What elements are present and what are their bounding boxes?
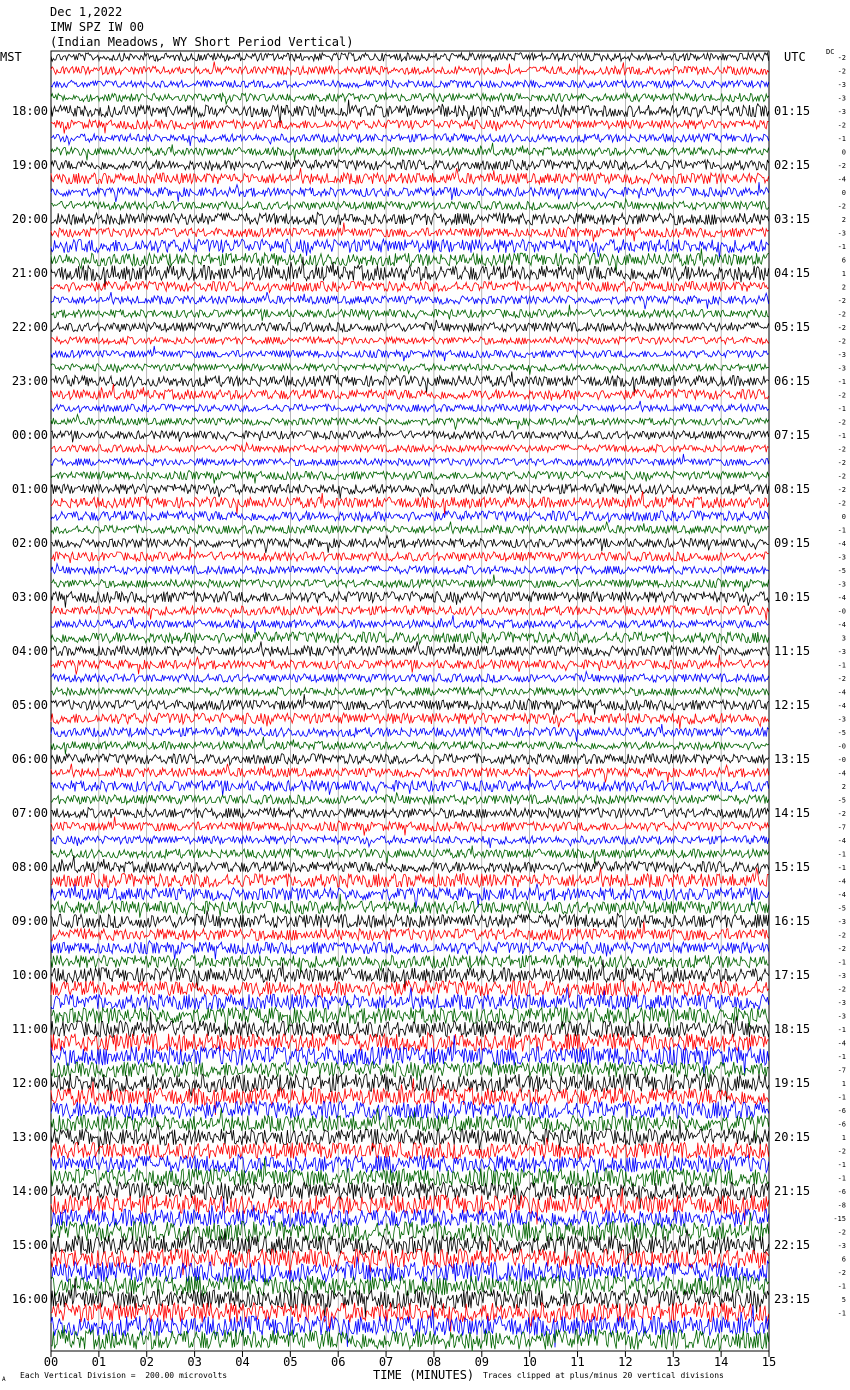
left-hour-label: 16:00 [11, 1292, 48, 1306]
trace-26 [51, 401, 769, 413]
trace-9 [51, 168, 769, 184]
dc-offset-label: -2 [837, 324, 846, 332]
dc-offset-header: DC [826, 48, 835, 56]
right-hour-label: 06:15 [774, 374, 811, 388]
x-tick-label: 00 [43, 1355, 59, 1369]
trace-22 [51, 346, 769, 361]
trace-67 [51, 955, 769, 974]
trace-4 [51, 100, 769, 123]
x-tick-label: 11 [570, 1355, 585, 1369]
dc-offset-label: -1 [837, 1174, 846, 1183]
dc-offset-label: -2 [837, 1147, 846, 1156]
x-tick-label: 14 [713, 1355, 729, 1369]
x-tick-label: 03 [187, 1355, 202, 1369]
trace-5 [51, 120, 769, 134]
dc-offset-label: -3 [837, 108, 846, 116]
trace-90 [51, 1257, 769, 1282]
dc-offset-label: -1 [837, 1309, 846, 1318]
x-tick-label: 05 [283, 1355, 298, 1369]
trace-21 [51, 336, 769, 344]
dc-offset-label: -4 [837, 594, 846, 602]
left-hour-label: 02:00 [11, 536, 48, 550]
left-hour-label: 23:00 [11, 374, 48, 388]
dc-offset-label: -1 [837, 1053, 846, 1061]
trace-19 [51, 305, 769, 321]
right-timezone-label: UTC [784, 50, 806, 64]
trace-54 [51, 774, 769, 795]
clip-note: Traces clipped at plus/minus 20 vertical divisions [483, 1371, 724, 1380]
axis-layer [44, 1351, 776, 1369]
left-hour-label: 03:00 [11, 590, 48, 604]
trace-61 [51, 868, 769, 888]
dc-offset-label: -7 [837, 823, 846, 832]
dc-offset-label: -3 [837, 1012, 846, 1021]
dc-offset-label: -3 [837, 715, 846, 724]
dc-offset-label: -2 [837, 810, 846, 818]
dc-offset-label: -5 [837, 729, 846, 737]
dc-offset-label: 1 [841, 270, 846, 278]
dc-offset-label: -7 [837, 1066, 846, 1075]
dc-offset-label: -4 [837, 175, 846, 184]
trace-58 [51, 836, 769, 848]
trace-76 [51, 1074, 769, 1102]
dc-offset-label: -2 [837, 67, 846, 76]
trace-57 [51, 817, 769, 836]
dc-offset-label: 1 [841, 1134, 846, 1142]
trace-53 [51, 764, 769, 783]
x-tick-label: 04 [235, 1355, 250, 1369]
dc-offset-label: -2 [837, 472, 846, 481]
trace-50 [51, 724, 769, 742]
right-hour-label: 11:15 [774, 644, 811, 658]
dc-offset-label: -3 [837, 351, 846, 359]
trace-12 [51, 213, 769, 226]
left-hour-label: 07:00 [11, 806, 48, 820]
dc-offset-label: -1 [837, 378, 846, 386]
trace-6 [51, 134, 769, 146]
right-hour-label: 22:15 [774, 1238, 811, 1252]
x-tick-label: 15 [761, 1355, 777, 1369]
dc-offset-label: -3 [837, 81, 846, 89]
dc-offset-label: -1 [837, 661, 846, 670]
trace-20 [51, 320, 769, 332]
dc-offset-label: -1 [837, 1026, 846, 1034]
x-tick-label: 09 [474, 1355, 490, 1369]
x-tick-label: 08 [426, 1355, 442, 1369]
trace-59 [51, 846, 769, 864]
trace-layer [51, 53, 769, 1352]
dc-offset-label: -3 [837, 999, 846, 1007]
trace-74 [51, 1035, 769, 1074]
left-hour-label: 18:00 [11, 104, 48, 118]
trace-0 [51, 53, 769, 61]
dc-offset-label: -2 [837, 1228, 846, 1237]
dc-offset-label: 1 [841, 1080, 846, 1088]
right-hour-label: 14:15 [774, 806, 811, 820]
trace-34 [51, 511, 769, 522]
dc-offset-label: -2 [837, 931, 846, 940]
trace-63 [51, 894, 769, 918]
dc-offset-label: -2 [837, 297, 846, 305]
trace-38 [51, 564, 769, 575]
trace-68 [51, 960, 769, 991]
left-hour-label: 22:00 [11, 320, 48, 334]
corner-mark: A [2, 1376, 6, 1383]
trace-82 [51, 1155, 769, 1173]
right-hour-label: 16:15 [774, 914, 811, 928]
trace-66 [51, 941, 769, 960]
trace-43 [51, 632, 769, 644]
dc-offset-label: -4 [837, 891, 846, 899]
right-hour-label: 05:15 [774, 320, 811, 334]
dc-offset-label: -1 [837, 850, 846, 859]
dc-offset-label: -4 [837, 621, 846, 629]
dc-offset-label: -3 [837, 972, 846, 980]
dc-offset-label: 6 [841, 256, 846, 265]
left-hour-label: 20:00 [11, 212, 48, 226]
dc-offset-label: -3 [837, 364, 846, 373]
dc-offset-label: -3 [837, 648, 846, 656]
trace-71 [51, 1002, 769, 1033]
trace-88 [51, 1227, 769, 1266]
dc-offset-label: 2 [841, 783, 846, 791]
dc-offset-label: 2 [841, 283, 846, 292]
trace-91 [51, 1276, 769, 1296]
dc-offset-label: -2 [837, 499, 846, 508]
trace-17 [51, 281, 769, 292]
x-tick-label: 12 [618, 1355, 633, 1369]
left-hour-label: 11:00 [11, 1022, 48, 1036]
right-hour-label: 19:15 [774, 1076, 811, 1090]
trace-31 [51, 470, 769, 483]
trace-11 [51, 199, 769, 210]
left-hour-label: 05:00 [11, 698, 48, 712]
dc-offset-label: -8 [837, 1201, 846, 1210]
dc-offset-label: -1 [837, 1282, 846, 1291]
right-hour-label: 08:15 [774, 482, 811, 496]
trace-78 [51, 1101, 769, 1120]
chart-station: IMW SPZ IW 00 [50, 20, 144, 34]
dc-offset-label: -6 [837, 1120, 846, 1129]
trace-41 [51, 606, 769, 620]
trace-23 [51, 364, 769, 375]
x-tick-label: 02 [139, 1355, 154, 1369]
left-hour-label: 15:00 [11, 1238, 48, 1252]
dc-offset-label: -1 [837, 526, 846, 535]
dc-offset-label: -3 [837, 918, 846, 926]
trace-44 [51, 641, 769, 656]
dc-offset-label: -3 [837, 94, 846, 103]
dc-offset-label: -2 [837, 418, 846, 427]
dc-offset-label: -4 [837, 769, 846, 778]
dc-offset-label: 0 [841, 148, 846, 157]
right-hour-label: 01:15 [774, 104, 811, 118]
dc-offset-label: -4 [837, 688, 846, 697]
left-hour-label: 09:00 [11, 914, 48, 928]
trace-46 [51, 672, 769, 683]
left-hour-label: 08:00 [11, 860, 48, 874]
dc-offset-label: -2 [837, 1269, 846, 1277]
right-hour-label: 21:15 [774, 1184, 811, 1198]
right-hour-label: 09:15 [774, 536, 811, 550]
right-hour-label: 15:15 [774, 860, 811, 874]
dc-offset-label: -1 [837, 1093, 846, 1102]
dc-offset-label: -1 [837, 864, 846, 872]
right-hour-label: 10:15 [774, 590, 811, 604]
dc-offset-label: -6 [837, 1107, 846, 1115]
x-tick-label: 01 [91, 1355, 107, 1369]
trace-27 [51, 415, 769, 430]
dc-offset-label: -2 [837, 459, 846, 467]
right-hour-label: 03:15 [774, 212, 811, 226]
dc-offset-label: -2 [837, 985, 846, 994]
trace-47 [51, 687, 769, 696]
dc-offset-label: -2 [837, 310, 846, 319]
dc-offset-label: -0 [837, 756, 846, 764]
dc-offset-label: -3 [837, 229, 846, 238]
dc-offset-label: -1 [837, 958, 846, 967]
x-tick-label: 06 [330, 1355, 346, 1369]
dc-offset-label: -2 [837, 162, 846, 170]
left-hour-label: 06:00 [11, 752, 48, 766]
trace-52 [51, 754, 769, 765]
dc-offset-label: -1 [837, 243, 846, 251]
trace-45 [51, 655, 769, 675]
trace-3 [51, 92, 769, 104]
dc-offset-label: -1 [837, 432, 846, 440]
dc-offset-label: -15 [833, 1215, 846, 1223]
trace-36 [51, 536, 769, 553]
trace-30 [51, 454, 769, 466]
left-hour-label: 04:00 [11, 644, 48, 658]
dc-offset-label: -2 [837, 54, 846, 62]
dc-offset-label: -4 [837, 702, 846, 710]
right-hour-label: 17:15 [774, 968, 811, 982]
trace-29 [51, 443, 769, 452]
dc-offset-label: 6 [841, 1255, 846, 1264]
dc-offset-label: -2 [837, 337, 846, 346]
x-tick-label: 13 [666, 1355, 681, 1369]
chart-location: (Indian Meadows, WY Short Period Vertical) [50, 35, 354, 49]
dc-offset-label: -4 [837, 837, 846, 845]
dc-offset-label: -5 [837, 796, 846, 805]
scale-note: Each Vertical Division = 200.00 microvolts [20, 1371, 228, 1380]
dc-offset-label: -2 [837, 945, 846, 953]
left-hour-label: 01:00 [11, 482, 48, 496]
right-hour-label: 18:15 [774, 1022, 811, 1036]
dc-offset-label: -5 [837, 904, 846, 913]
dc-offset-label: -1 [837, 405, 846, 413]
left-hour-label: 21:00 [11, 266, 48, 280]
left-hour-label: 19:00 [11, 158, 48, 172]
trace-37 [51, 547, 769, 563]
dc-offset-label: -4 [837, 540, 846, 548]
trace-13 [51, 223, 769, 242]
dc-offset-label: -0 [837, 607, 846, 616]
dc-offset-label: -6 [837, 1188, 846, 1196]
trace-49 [51, 713, 769, 729]
trace-55 [51, 792, 769, 804]
dc-offset-label: -4 [837, 1039, 846, 1048]
dc-offset-label: -2 [837, 675, 846, 683]
trace-56 [51, 808, 769, 819]
trace-42 [51, 615, 769, 633]
left-hour-label: 00:00 [11, 428, 48, 442]
dc-offset-label: -3 [837, 1242, 846, 1250]
dc-offset-label: 3 [841, 634, 846, 643]
dc-offset-label: 0 [841, 189, 846, 197]
left-hour-label: 10:00 [11, 968, 48, 982]
trace-14 [51, 239, 769, 259]
left-hour-label: 14:00 [11, 1184, 48, 1198]
trace-8 [51, 160, 769, 171]
trace-70 [51, 987, 769, 1010]
dc-offset-label: 5 [841, 1296, 846, 1304]
right-hour-label: 12:15 [774, 698, 811, 712]
left-timezone-label: MST [0, 50, 22, 64]
dc-offset-label: -2 [837, 202, 846, 211]
dc-offset-label: -4 [837, 877, 846, 886]
trace-1 [51, 62, 769, 75]
trace-18 [51, 292, 769, 309]
dc-offset-label: -2 [837, 445, 846, 454]
trace-7 [51, 143, 769, 161]
trace-60 [51, 855, 769, 873]
dc-offset-label: -3 [837, 553, 846, 562]
right-hour-label: 20:15 [774, 1130, 811, 1144]
trace-28 [51, 426, 769, 442]
trace-32 [51, 484, 769, 499]
x-axis-title: TIME (MINUTES) [373, 1368, 475, 1382]
dc-offset-label: -2 [837, 121, 846, 130]
dc-offset-label: 2 [841, 216, 846, 224]
trace-62 [51, 884, 769, 908]
trace-48 [51, 694, 769, 715]
dc-offset-label: -5 [837, 567, 846, 575]
trace-39 [51, 575, 769, 592]
x-tick-label: 07 [378, 1355, 394, 1369]
chart-date: Dec 1,2022 [50, 5, 123, 19]
right-hour-label: 04:15 [774, 266, 811, 280]
right-hour-label: 07:15 [774, 428, 811, 442]
trace-2 [51, 80, 769, 87]
dc-offset-label: 0 [841, 513, 846, 521]
left-hour-label: 12:00 [11, 1076, 48, 1090]
left-hour-label: 13:00 [11, 1130, 48, 1144]
dc-offset-label: -3 [837, 580, 846, 589]
trace-40 [51, 592, 769, 608]
dc-offset-label: -0 [837, 742, 846, 751]
trace-35 [51, 522, 769, 534]
trace-73 [51, 1033, 769, 1052]
trace-25 [51, 384, 769, 401]
dc-offset-label: -1 [837, 1161, 846, 1169]
trace-10 [51, 182, 769, 202]
dc-offset-label: -1 [837, 135, 846, 143]
right-hour-label: 13:15 [774, 752, 811, 766]
x-tick-label: 10 [522, 1355, 537, 1369]
right-hour-label: 23:15 [774, 1292, 811, 1306]
trace-24 [51, 372, 769, 393]
dc-offset-label: -2 [837, 486, 846, 494]
dc-offset-label: -2 [837, 391, 846, 400]
right-hour-label: 02:15 [774, 158, 811, 172]
trace-51 [51, 737, 769, 755]
